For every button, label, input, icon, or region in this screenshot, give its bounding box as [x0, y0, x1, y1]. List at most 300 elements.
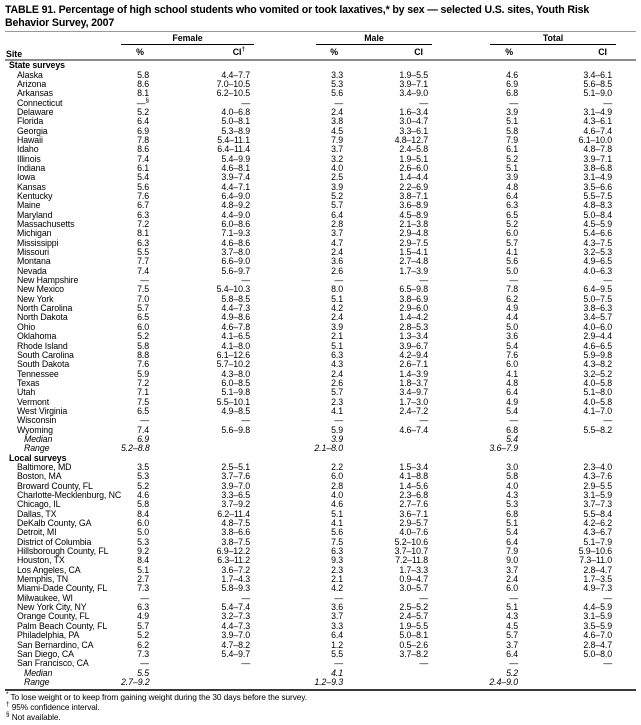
value-cell: 8.6	[137, 144, 149, 155]
value-cell: 4.8–12.7	[394, 134, 429, 145]
value-cell: 3.9	[331, 321, 344, 332]
value-cell: —	[603, 97, 613, 108]
table-row	[5, 351, 636, 360]
value-cell	[347, 678, 432, 687]
table-row	[5, 641, 636, 650]
table-row	[5, 500, 636, 509]
value-cell: 4.6	[506, 69, 519, 80]
value-cell: 2.4	[331, 247, 344, 258]
filler-cell	[616, 435, 636, 444]
section-header-row	[5, 60, 636, 70]
value-cell: 4.4	[506, 312, 519, 323]
value-cell: 4.8	[506, 377, 519, 388]
value-cell: 6.1	[506, 144, 519, 155]
value-cell: 4.3–7.5	[583, 237, 613, 248]
value-cell: 5.4	[506, 340, 519, 351]
value-cell: 3.9–7.1	[583, 153, 613, 164]
filler-cell	[616, 612, 636, 621]
value-cell: 8.4	[137, 508, 149, 519]
value-cell	[522, 678, 616, 687]
value-cell: 3.8–6.9	[399, 293, 429, 304]
value-cell: 2.4–5.8	[399, 144, 429, 155]
value-cell: 3.0–5.7	[399, 583, 429, 594]
filler-cell	[616, 407, 636, 416]
value-cell: 6.0	[506, 228, 519, 239]
value-cell: 6.4	[506, 536, 519, 547]
value-cell: 2.6	[331, 377, 344, 388]
value-cell: 3.8	[331, 116, 344, 127]
value-cell: 6.0–8.6	[221, 219, 251, 230]
value-cell: 2.4	[331, 312, 344, 323]
column-header-female-pct: %	[121, 45, 153, 60]
value-cell: 2.6–6.0	[399, 162, 429, 173]
site-cell: DeKalb County, GA	[17, 518, 92, 529]
value-cell: 7.3–11.0	[579, 555, 613, 566]
value-cell: 2.4	[331, 106, 344, 117]
site-cell: Florida	[17, 116, 44, 127]
site-cell: Mississippi	[17, 237, 59, 248]
value-cell: 7.0	[137, 293, 149, 304]
value-cell: 3.6	[506, 331, 519, 342]
site-cell: New York City, NY	[17, 602, 87, 613]
site-cell: Utah	[17, 387, 36, 398]
value-cell: 2.1–3.8	[399, 219, 429, 230]
value-cell: 5.1	[506, 518, 519, 529]
column-header-site: Site	[5, 32, 121, 60]
filler-cell	[616, 80, 636, 89]
value-cell: 4.8–7.8	[583, 144, 613, 155]
value-cell: 4.3–8.2	[583, 359, 613, 370]
value-cell: 6.0	[137, 321, 149, 332]
value-cell: 6.5	[137, 312, 149, 323]
filler-cell	[616, 173, 636, 182]
value-cell: 5.6	[331, 527, 344, 538]
filler-cell	[616, 631, 636, 640]
site-cell: Oklahoma	[17, 331, 57, 342]
site-cell: North Dakota	[17, 312, 68, 323]
value-cell: 5.8	[137, 340, 149, 351]
value-cell: 5.0	[137, 527, 149, 538]
site-cell: Arkansas	[17, 88, 53, 99]
site-cell: Dallas, TX	[17, 508, 57, 519]
value-cell: 6.8	[506, 508, 519, 519]
group-rule-female: Female	[121, 33, 254, 45]
value-cell: 4.6–7.0	[583, 630, 613, 641]
value-cell: 6.1–12.6	[216, 349, 251, 360]
value-cell: 4.5	[331, 125, 344, 136]
value-cell: 3.2–5.3	[583, 247, 613, 258]
site-cell: South Dakota	[17, 359, 70, 370]
table-row	[5, 603, 636, 612]
value-cell: 6.9	[137, 125, 149, 136]
value-cell: 4.8–8.3	[583, 200, 613, 211]
value-cell: 1.6–3.4	[399, 106, 429, 117]
site-cell: Chicago, IL	[17, 499, 61, 510]
value-cell: 5.1	[137, 564, 149, 575]
site-cell: Miami-Dade County, FL	[17, 583, 108, 594]
table-row	[5, 370, 636, 379]
site-cell: Houston, TX	[17, 555, 65, 566]
value-cell: 7.9	[331, 134, 344, 145]
value-cell: 4.8–9.2	[221, 200, 251, 211]
value-cell: 2.6	[331, 265, 344, 276]
summary-row	[5, 444, 636, 453]
site-cell: Missouri	[17, 247, 49, 258]
value-cell: —	[509, 97, 519, 108]
value-cell: —	[334, 415, 344, 426]
table-title: TABLE 91. Percentage of high school students who vomited or took laxatives,* by sex — selected U.S. sites, Youth Risk Behavior Survey, 2007	[5, 4, 590, 29]
footnote: § Not available.	[6, 711, 61, 722]
value-cell: 4.5–5.9	[583, 219, 613, 230]
value-cell: 0.9–4.7	[399, 574, 429, 585]
value-cell: 2.4–5.7	[399, 611, 429, 622]
value-cell: 6.3	[331, 546, 344, 557]
value-cell: 5.5–8.2	[583, 424, 613, 435]
value-cell: 5.2–10.6	[394, 536, 429, 547]
filler-cell	[616, 575, 636, 584]
value-cell: 7.2	[137, 377, 149, 388]
site-cell: Delaware	[17, 106, 54, 117]
value-cell: 1.7–3.9	[399, 265, 429, 276]
site-cell: Orange County, FL	[17, 611, 90, 622]
value-cell: 6.4	[137, 116, 149, 127]
value-cell: 3.6	[331, 602, 344, 613]
filler-cell	[616, 566, 636, 575]
filler-cell	[616, 220, 636, 229]
value-cell: 2.9–7.5	[399, 237, 429, 248]
value-cell: 5.1	[331, 508, 344, 519]
footnote-marker: §	[6, 711, 10, 719]
value-cell: 3.7	[331, 228, 344, 239]
filler-cell	[616, 388, 636, 397]
value-cell: —	[509, 415, 519, 426]
value-cell: —	[419, 275, 429, 286]
table-row	[5, 229, 636, 238]
group-header-male	[254, 32, 432, 45]
value-cell: 5.8–9.3	[221, 583, 251, 594]
value-cell: 5.0–8.4	[583, 209, 613, 220]
footnotes	[5, 693, 636, 722]
filler-cell	[616, 99, 636, 108]
value-cell: 5.0	[506, 321, 519, 332]
site-cell: Illinois	[17, 153, 41, 164]
value-cell: 3.4–6.1	[583, 69, 613, 80]
value-cell: —	[509, 275, 519, 286]
value-cell: 5.9	[137, 368, 149, 379]
value-cell: 5.2–8.8	[121, 443, 150, 454]
value-cell: 4.3–8.0	[221, 368, 251, 379]
value-cell: 4.3–7.6	[583, 471, 613, 482]
value-cell: 1.2	[331, 639, 344, 650]
filler-cell	[616, 491, 636, 500]
value-cell: 4.2–6.2	[583, 518, 613, 529]
value-cell: —	[334, 592, 344, 603]
value-cell: 4.4–7.3	[221, 303, 251, 314]
column-header-total-ci: CI	[522, 45, 616, 60]
value-cell: 5.5–7.5	[583, 191, 613, 201]
value-cell: 6.2	[137, 639, 149, 650]
table-row	[5, 211, 636, 220]
not-available-marker: §	[145, 96, 149, 104]
filler-cell	[616, 248, 636, 257]
value-cell: 4.9–8.6	[221, 312, 251, 323]
value-cell: 6.2–11.4	[217, 508, 251, 519]
value-cell: 5.6–8.5	[583, 78, 613, 89]
value-cell: 7.6	[137, 359, 149, 370]
value-cell: 5.2	[506, 667, 519, 678]
value-cell: 6.4–9.0	[221, 191, 251, 201]
value-cell: 7.8	[506, 284, 519, 295]
value-cell: 4.0–7.6	[399, 527, 429, 538]
value-cell	[153, 678, 254, 687]
bottom-rule	[5, 689, 636, 691]
filler-cell	[616, 416, 636, 425]
value-cell: 3.7–10.7	[394, 546, 429, 557]
value-cell: 8.4	[137, 555, 149, 566]
value-cell: —	[603, 415, 613, 426]
table-row	[5, 99, 636, 108]
filler-cell	[616, 650, 636, 659]
site-cell: New Hampshire	[17, 275, 79, 286]
table-row	[5, 71, 636, 80]
value-cell: —	[140, 592, 149, 603]
filler-cell	[616, 117, 636, 126]
value-cell: —	[419, 658, 429, 669]
value-cell: —	[509, 658, 519, 669]
value-cell: 2.3	[331, 396, 344, 407]
table-row	[5, 136, 636, 145]
value-cell: 6.0–8.5	[221, 377, 251, 388]
value-cell: 1.4–4.4	[399, 172, 429, 183]
value-cell: 3.9	[506, 106, 519, 117]
site-cell: Broward County, FL	[17, 480, 93, 491]
site-cell: Idaho	[17, 144, 39, 155]
value-cell: 4.9	[506, 303, 519, 314]
value-cell: 6.3	[331, 349, 344, 360]
value-cell: 4.3	[331, 359, 344, 370]
value-cell: 7.7	[137, 256, 149, 267]
value-cell: 3.6–7.1	[399, 508, 429, 519]
table-row	[5, 239, 636, 248]
value-cell: 7.6	[137, 191, 149, 201]
filler-cell	[616, 304, 636, 313]
filler-cell	[616, 257, 636, 266]
value-cell: 5.2	[506, 153, 519, 164]
value-cell: 3.9	[331, 433, 344, 444]
value-cell: 5.8	[137, 499, 149, 510]
site-cell: San Bernardino, CA	[17, 639, 94, 650]
table-row	[5, 304, 636, 313]
filler-cell	[616, 519, 636, 528]
site-cell: Range	[24, 676, 50, 687]
value-cell: —	[241, 415, 251, 426]
value-cell: 4.6–8.1	[221, 162, 251, 173]
table-row	[5, 183, 636, 192]
value-cell: —	[241, 658, 251, 669]
table-row	[5, 267, 636, 276]
site-cell: Arizona	[17, 78, 47, 89]
value-cell: —	[140, 275, 149, 286]
filler-cell	[616, 482, 636, 491]
value-cell: 2.5	[331, 172, 344, 183]
value-cell: 6.3	[137, 209, 149, 220]
value-cell: 3.3	[331, 620, 344, 631]
value-cell: 2.4	[331, 368, 344, 379]
value-cell: —	[419, 415, 429, 426]
value-cell: —	[241, 592, 251, 603]
value-cell: 4.0	[506, 480, 519, 491]
table-row	[5, 519, 636, 528]
value-cell: 8.8	[137, 349, 149, 360]
value-cell: 2.8–5.3	[399, 321, 429, 332]
value-cell: —	[334, 275, 344, 286]
value-cell: 5.5	[137, 247, 149, 258]
site-cell: Maine	[17, 200, 41, 211]
site-cell: San Diego, CA	[17, 648, 74, 659]
value-cell: 3.7–9.2	[221, 499, 251, 510]
value-cell: 4.9–8.5	[221, 405, 251, 416]
filler-cell	[616, 295, 636, 304]
value-cell: 5.6–9.7	[221, 265, 251, 276]
filler-cell	[616, 594, 636, 603]
table-row	[5, 528, 636, 537]
site-cell: Wyoming	[17, 424, 53, 435]
value-cell: 2.1	[331, 331, 344, 342]
value-cell: 0.5–2.6	[399, 639, 429, 650]
table-row	[5, 398, 636, 407]
value-cell: 4.5	[506, 620, 519, 631]
value-cell: 5.1	[331, 340, 344, 351]
table-row	[5, 426, 636, 435]
table-row	[5, 173, 636, 182]
value-cell: 5.3	[137, 471, 149, 482]
value-cell: 4.2	[331, 303, 344, 314]
filler-cell	[616, 528, 636, 537]
value-cell: 1.9–5.1	[399, 153, 429, 164]
value-cell: 3.2–5.2	[583, 368, 613, 379]
value-cell: 2.8–4.7	[583, 564, 613, 575]
value-cell: 5.7	[137, 303, 149, 314]
group-header-female	[121, 32, 254, 45]
value-cell: 5.0–8.1	[221, 116, 251, 127]
value-cell: 5.4–11.1	[217, 134, 251, 145]
filler-cell	[616, 641, 636, 650]
value-cell: 4.6–7.4	[399, 424, 429, 435]
value-cell: 5.8	[506, 125, 519, 136]
value-cell: 3.0	[506, 461, 519, 472]
table-row	[5, 510, 636, 519]
value-cell: 7.4	[137, 424, 149, 435]
filler-cell	[616, 276, 636, 285]
filler-cell	[616, 285, 636, 294]
site-cell: Wisconsin	[17, 415, 57, 426]
value-cell: —	[334, 97, 344, 108]
footnote-marker: *	[6, 691, 9, 699]
site-cell: Median	[24, 433, 53, 444]
filler-cell	[616, 211, 636, 220]
value-cell: 4.1–7.0	[583, 405, 613, 416]
filler-cell	[616, 183, 636, 192]
value-cell: 3.5–5.9	[583, 620, 613, 631]
value-cell: 5.5–10.1	[216, 396, 251, 407]
filler-cell	[616, 370, 636, 379]
value-cell: 5.1–8.0	[583, 387, 613, 398]
site-cell: Michigan	[17, 228, 52, 239]
site-cell: Philadelphia, PA	[17, 630, 80, 641]
value-cell: 5.1–9.8	[221, 387, 251, 398]
value-cell: 4.3	[506, 490, 519, 500]
value-cell: 5.4–7.4	[221, 602, 251, 613]
value-cell: 5.6	[506, 256, 519, 267]
site-cell: Montana	[17, 256, 51, 267]
table-row	[5, 416, 636, 425]
table-row	[5, 295, 636, 304]
value-cell: 5.7	[137, 620, 149, 631]
site-cell: Tennessee	[17, 368, 59, 379]
value-cell: 3.7–8.2	[399, 648, 429, 659]
value-cell	[347, 444, 432, 453]
value-cell: 5.1	[506, 602, 519, 613]
site-cell: Maryland	[17, 209, 53, 220]
value-cell: 4.1–8.0	[221, 340, 251, 351]
value-cell: 7.3	[137, 583, 149, 594]
value-cell: 4.1–8.8	[399, 471, 429, 482]
value-cell: 9.3	[331, 555, 344, 566]
value-cell: 2.8–4.7	[583, 639, 613, 650]
value-cell: 1.9–5.5	[399, 620, 429, 631]
table-row	[5, 594, 636, 603]
value-cell: 4.3–6.7	[583, 527, 613, 538]
value-cell: 3.1–4.9	[583, 172, 613, 183]
site-cell: New Mexico	[17, 284, 64, 295]
value-cell: 7.2–11.8	[395, 555, 429, 566]
value-cell: 5.4–6.6	[583, 228, 613, 239]
value-cell: 2.9–4.8	[399, 228, 429, 239]
value-cell: 6.4–9.5	[583, 284, 613, 295]
value-cell: 2.1–8.0	[314, 443, 344, 454]
filler-cell	[616, 332, 636, 341]
value-cell: —	[603, 592, 613, 603]
table-row	[5, 201, 636, 210]
value-cell: 1.5–4.1	[399, 247, 429, 258]
value-cell: —	[334, 658, 344, 669]
value-cell: 3.6–7.2	[221, 564, 251, 575]
value-cell: 6.6–9.0	[221, 256, 251, 267]
site-cell: Georgia	[17, 125, 48, 136]
value-cell: 4.9	[137, 611, 149, 622]
value-cell: 3.1–4.9	[583, 106, 613, 117]
site-cell: Massachusetts	[17, 219, 75, 230]
value-cell: 3.9	[506, 172, 519, 183]
value-cell: 5.7	[506, 237, 519, 248]
value-cell: 3.9	[331, 181, 344, 192]
filler-cell	[616, 164, 636, 173]
value-cell: 1.7–4.3	[221, 574, 251, 585]
value-cell: 3.9–7.1	[399, 78, 429, 89]
value-cell: 2.7	[137, 574, 149, 585]
group-header-row	[5, 32, 636, 45]
filler-cell	[616, 136, 636, 145]
value-cell: 2.7–9.2	[121, 676, 150, 687]
filler-cell	[616, 678, 636, 687]
column-header-male-pct: %	[254, 45, 347, 60]
value-cell: 2.5–5.1	[221, 461, 251, 472]
value-cell: 3.5–6.6	[583, 181, 613, 192]
table-row	[5, 117, 636, 126]
value-cell: 6.0	[331, 471, 344, 482]
site-cell: Palm Beach County, FL	[17, 620, 108, 631]
filler-cell	[616, 584, 636, 593]
